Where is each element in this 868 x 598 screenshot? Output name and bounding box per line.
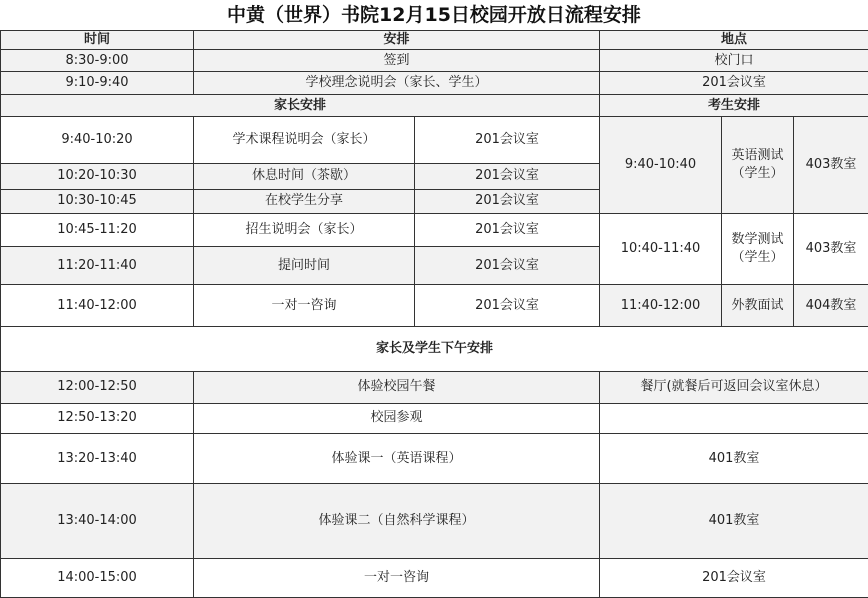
student-location-cell: 403教室 bbox=[794, 117, 868, 213]
activity-cell: 学校理念说明会（家长、学生） bbox=[194, 72, 600, 95]
location-cell: 201会议室 bbox=[415, 213, 600, 246]
location-cell: 401教室 bbox=[600, 484, 868, 558]
student-location-cell: 404教室 bbox=[794, 285, 868, 327]
header-location: 地点 bbox=[600, 31, 868, 50]
activity-cell: 一对一咨询 bbox=[194, 558, 600, 597]
table-row bbox=[1, 371, 868, 403]
student-schedule-header: 考生安排 bbox=[600, 95, 868, 117]
location-cell: 餐厅(就餐后可返回会议室休息） bbox=[600, 371, 868, 403]
time-cell: 9:10-9:40 bbox=[1, 72, 194, 95]
section-header-row bbox=[1, 327, 868, 371]
location-cell: 201会议室 bbox=[415, 189, 600, 213]
activity-cell: 休息时间（茶歇） bbox=[194, 163, 415, 189]
activity-cell: 在校学生分享 bbox=[194, 189, 415, 213]
student-location-cell: 403教室 bbox=[794, 213, 868, 284]
activity-cell: 一对一咨询 bbox=[194, 285, 415, 327]
time-cell: 12:50-13:20 bbox=[1, 403, 194, 433]
time-cell: 10:30-10:45 bbox=[1, 189, 194, 213]
location-cell: 201会议室 bbox=[415, 163, 600, 189]
location-cell: 401教室 bbox=[600, 434, 868, 484]
time-cell: 13:40-14:00 bbox=[1, 484, 194, 558]
activity-cell: 体验课一（英语课程） bbox=[194, 434, 600, 484]
location-cell: 201会议室 bbox=[415, 247, 600, 285]
time-cell: 11:20-11:40 bbox=[1, 247, 194, 285]
header-time: 时间 bbox=[1, 31, 194, 50]
header-row bbox=[1, 31, 868, 50]
table-row bbox=[1, 117, 868, 163]
time-cell: 10:45-11:20 bbox=[1, 213, 194, 246]
table-row bbox=[1, 50, 868, 72]
student-activity-cell bbox=[722, 213, 794, 284]
student-activity-cell bbox=[722, 117, 794, 213]
time-cell: 8:30-9:00 bbox=[1, 50, 194, 72]
time-cell: 10:20-10:30 bbox=[1, 163, 194, 189]
activity-cell: 体验校园午餐 bbox=[194, 371, 600, 403]
section-header-row bbox=[1, 95, 868, 117]
time-cell: 13:20-13:40 bbox=[1, 434, 194, 484]
student-time-cell: 11:40-12:00 bbox=[600, 285, 722, 327]
activity-cell: 校园参观 bbox=[194, 403, 600, 433]
student-activity-line: （学生） bbox=[731, 166, 784, 182]
student-activity-line: 英语测试 bbox=[731, 148, 784, 164]
activity-cell: 提问时间 bbox=[194, 247, 415, 285]
table-row bbox=[1, 434, 868, 484]
activity-cell: 签到 bbox=[194, 50, 600, 72]
table-row bbox=[1, 213, 868, 246]
table-row bbox=[1, 484, 868, 558]
activity-cell: 体验课二（自然科学课程） bbox=[194, 484, 600, 558]
parent-schedule-header: 家长安排 bbox=[1, 95, 600, 117]
afternoon-schedule-header: 家长及学生下午安排 bbox=[1, 327, 868, 371]
activity-cell: 学术课程说明会（家长） bbox=[194, 117, 415, 163]
header-arrangement: 安排 bbox=[194, 31, 600, 50]
location-cell: 201会议室 bbox=[600, 558, 868, 597]
student-time-cell: 10:40-11:40 bbox=[600, 213, 722, 284]
table-row bbox=[1, 72, 868, 95]
time-cell: 12:00-12:50 bbox=[1, 371, 194, 403]
table-row bbox=[1, 285, 868, 327]
table-row bbox=[1, 558, 868, 597]
student-time-cell: 9:40-10:40 bbox=[600, 117, 722, 213]
table-row bbox=[1, 403, 868, 433]
location-cell: 201会议室 bbox=[415, 285, 600, 327]
time-cell: 11:40-12:00 bbox=[1, 285, 194, 327]
student-activity-cell: 外教面试 bbox=[722, 285, 794, 327]
student-activity-line: 数学测试 bbox=[731, 232, 784, 248]
location-cell bbox=[600, 403, 868, 433]
student-activity-line: （学生） bbox=[731, 250, 784, 266]
location-cell: 201会议室 bbox=[415, 117, 600, 163]
page-title: 中黄（世界）书院12月15日校园开放日流程安排 bbox=[227, 4, 641, 26]
schedule-table bbox=[0, 30, 868, 598]
location-cell: 201会议室 bbox=[600, 72, 868, 95]
time-cell: 9:40-10:20 bbox=[1, 117, 194, 163]
time-cell: 14:00-15:00 bbox=[1, 558, 194, 597]
activity-cell: 招生说明会（家长） bbox=[194, 213, 415, 246]
location-cell: 校门口 bbox=[600, 50, 868, 72]
